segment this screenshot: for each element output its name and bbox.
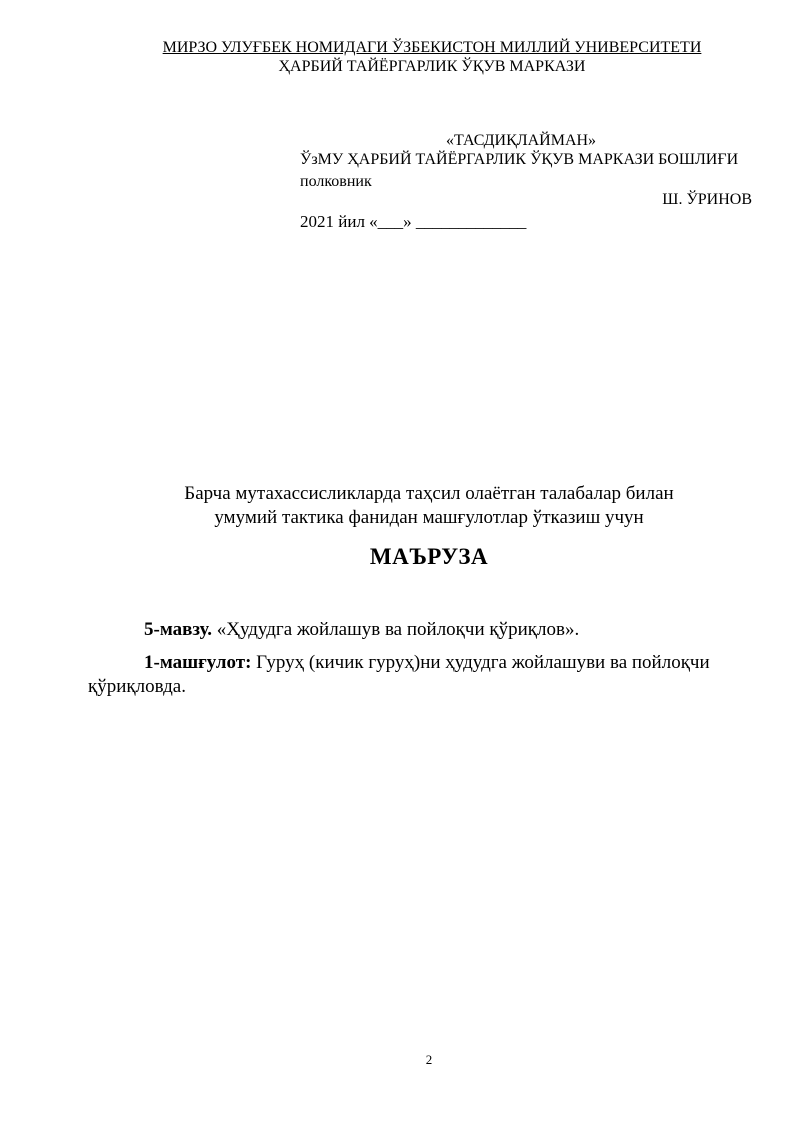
lesson-line-1 [144, 651, 710, 675]
approval-date: 2021 йил «___» _____________ [300, 212, 527, 231]
purpose-line-2: умумий тактика фанидан машғулотлар ўтказиш учун [214, 507, 644, 528]
topic-label: 5-мавзу. [144, 619, 212, 640]
lesson-text-1: Гуруҳ (кичик гуруҳ)ни ҳудудга жойлашуви ва пойлоқчи [251, 652, 710, 673]
approval-rank: полковник [300, 173, 372, 190]
university-title: МИРЗО УЛУҒБЕК НОМИДАГИ ЎЗБЕКИСТОН МИЛЛИЙ УНИВЕРСИТЕТИ [162, 39, 702, 56]
document-type-title: МАЪРУЗА [369, 544, 489, 569]
topic-line [144, 618, 579, 642]
lesson-line-2: қўриқловда. [88, 676, 186, 697]
lesson-label: 1-машғулот: [144, 652, 252, 673]
topic-text: «Ҳудудга жойлашув ва пойлоқчи қўриқлов». [211, 619, 580, 640]
purpose-line-1: Барча мутахассисликларда таҳсил олаётган талабалар билан [184, 483, 674, 504]
approval-position: ЎзМУ ҲАРБИЙ ТАЙЁРГАРЛИК ЎҚУВ МАРКАЗИ БОШЛИҒИ [300, 151, 739, 168]
approval-name: Ш. ЎРИНОВ [662, 191, 752, 208]
page-number: 2 [425, 1052, 433, 1067]
approval-heading: «ТАСДИҚЛАЙМАН» [446, 132, 597, 149]
center-title: ҲАРБИЙ ТАЙЁРГАРЛИК ЎҚУВ МАРКАЗИ [278, 58, 586, 75]
